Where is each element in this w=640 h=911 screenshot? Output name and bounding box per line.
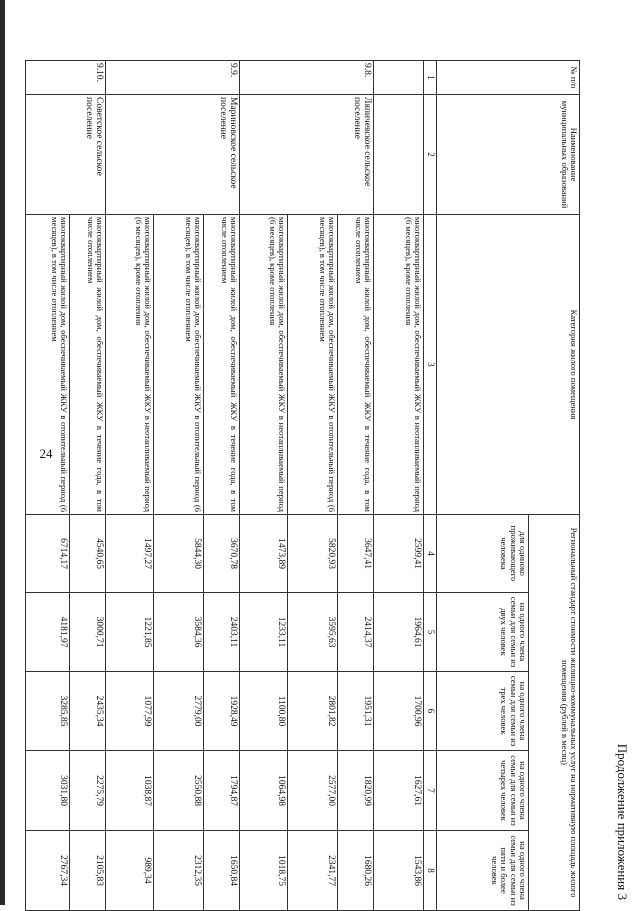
value-four: 2275,79 xyxy=(70,751,106,831)
header-three: на одного члена семьи для семьи из трех человек xyxy=(437,672,529,751)
value-five: 2312,35 xyxy=(154,831,204,911)
value-five: 1018,75 xyxy=(240,831,288,911)
municipality-name: Мариновское сельское поселение xyxy=(106,95,240,215)
value-single: 3670,78 xyxy=(204,515,240,593)
value-five: 1650,84 xyxy=(204,831,240,911)
municipality-name: Советское сельское поселение xyxy=(26,95,106,215)
header-no: № п/п xyxy=(437,61,580,95)
table-row xyxy=(374,61,424,911)
header-four: на одного члена семьи для семьи из четырех человек xyxy=(437,751,529,831)
value-three: 1077,99 xyxy=(106,672,154,751)
column-number: 5 xyxy=(424,593,437,672)
value-five: 2341,77 xyxy=(288,831,338,911)
row-number: 9.9. xyxy=(106,61,240,95)
category-text: многоквартирный жилой дом, обеспечиваемый ЖКУ в течение года, в том числе отоплением xyxy=(338,215,374,515)
value-three: 1700,96 xyxy=(374,672,424,751)
value-three: 1951,31 xyxy=(338,672,374,751)
value-two: 3000,71 xyxy=(70,593,106,672)
value-two: 3584,36 xyxy=(154,593,204,672)
header-two: на одного члена семьи для семьи из двух человек xyxy=(437,593,529,672)
value-single: 6714,17 xyxy=(26,515,70,593)
header-single: для одиноко проживающего человека xyxy=(437,515,529,593)
value-single: 1473,89 xyxy=(240,515,288,593)
header-municipality: Наименование муниципальных образований xyxy=(437,95,580,215)
value-two: 1221,85 xyxy=(106,593,154,672)
header-five: на одного члена семьи для семьи из пяти и более человек xyxy=(437,831,529,911)
value-four: 1794,87 xyxy=(204,751,240,831)
column-number: 8 xyxy=(424,831,437,911)
category-text: многоквартирный жилой дом, обеспечиваемый ЖКУ в неотапливаемый период (6 месяцев), кроме отопления xyxy=(106,215,154,515)
value-five: 1680,26 xyxy=(338,831,374,911)
value-three: 1100,80 xyxy=(240,672,288,751)
value-two: 4181,97 xyxy=(26,593,70,672)
value-four: 2550,88 xyxy=(154,751,204,831)
table-row xyxy=(338,61,374,911)
value-single: 2599,41 xyxy=(374,515,424,593)
category-text: многоквартирный жилой дом, обеспечиваемый ЖКУ в отопительный период (6 месяцев), в том числе отоплением xyxy=(288,215,338,515)
value-three: 3285,85 xyxy=(26,672,70,751)
value-three: 2801,82 xyxy=(288,672,338,751)
category-text: многоквартирный жилой дом, обеспечиваемый ЖКУ в неотапливаемый период (6 месяцев), кроме отопления xyxy=(374,215,424,515)
municipality-name: Ляпичевское сельское поселение xyxy=(240,95,374,215)
table-row xyxy=(204,61,240,911)
value-five: 989,34 xyxy=(106,831,154,911)
row-number: 9.10. xyxy=(26,61,106,95)
value-four: 1064,98 xyxy=(240,751,288,831)
column-number: 2 xyxy=(424,95,437,215)
value-two: 2414,37 xyxy=(338,593,374,672)
table-row xyxy=(70,61,106,911)
value-four: 1820,99 xyxy=(338,751,374,831)
column-number: 6 xyxy=(424,672,437,751)
value-four: 1627,61 xyxy=(374,751,424,831)
value-four: 2577,00 xyxy=(288,751,338,831)
page-number: 24 xyxy=(39,446,53,461)
header-standard: Региональный стандарт стоимости жилищно-коммунальных услуг на нормативную площадь жилого помещения (рублей в месяц) xyxy=(529,515,580,911)
value-five: 2105,83 xyxy=(70,831,106,911)
category-text: многоквартирный жилой дом, обеспечиваемый ЖКУ в отопительный период (6 месяцев), в том числе отоплением xyxy=(154,215,204,515)
value-three: 2435,34 xyxy=(70,672,106,751)
housing-cost-table xyxy=(25,60,580,911)
category-text: многоквартирный жилой дом, обеспечиваемый ЖКУ в течение года, в том числе отоплением xyxy=(204,215,240,515)
value-single: 5844,30 xyxy=(154,515,204,593)
value-single: 1497,27 xyxy=(106,515,154,593)
value-two: 1964,61 xyxy=(374,593,424,672)
category-text: многоквартирный жилой дом, обеспечиваемый ЖКУ в неотапливаемый период (6 месяцев), кроме отопления xyxy=(240,215,288,515)
municipality-name xyxy=(374,95,424,215)
appendix-title: Продолжение приложения 3 xyxy=(615,743,630,900)
column-number: 4 xyxy=(424,515,437,593)
value-four: 1038,87 xyxy=(106,751,154,831)
value-three: 1928,49 xyxy=(204,672,240,751)
column-number: 3 xyxy=(424,215,437,515)
value-four: 3031,80 xyxy=(26,751,70,831)
value-three: 2779,00 xyxy=(154,672,204,751)
value-five: 1543,86 xyxy=(374,831,424,911)
value-single: 5820,93 xyxy=(288,515,338,593)
value-two: 1233,11 xyxy=(240,593,288,672)
value-two: 3595,63 xyxy=(288,593,338,672)
category-text: многоквартирный жилой дом, обеспечиваемый ЖКУ в отопительный период (6 месяцев), в том числе отоплением xyxy=(26,215,70,515)
row-number xyxy=(374,61,424,95)
category-text: многоквартирный жилой дом, обеспечиваемый ЖКУ в течение года, в том числе отоплением xyxy=(70,215,106,515)
value-single: 4540,65 xyxy=(70,515,106,593)
value-five: 2767,34 xyxy=(26,831,70,911)
column-number: 1 xyxy=(424,61,437,95)
value-single: 3647,41 xyxy=(338,515,374,593)
header-category: Категория жилого помещения xyxy=(437,215,580,515)
row-number: 9.8. xyxy=(240,61,374,95)
column-number: 7 xyxy=(424,751,437,831)
value-two: 2403,11 xyxy=(204,593,240,672)
